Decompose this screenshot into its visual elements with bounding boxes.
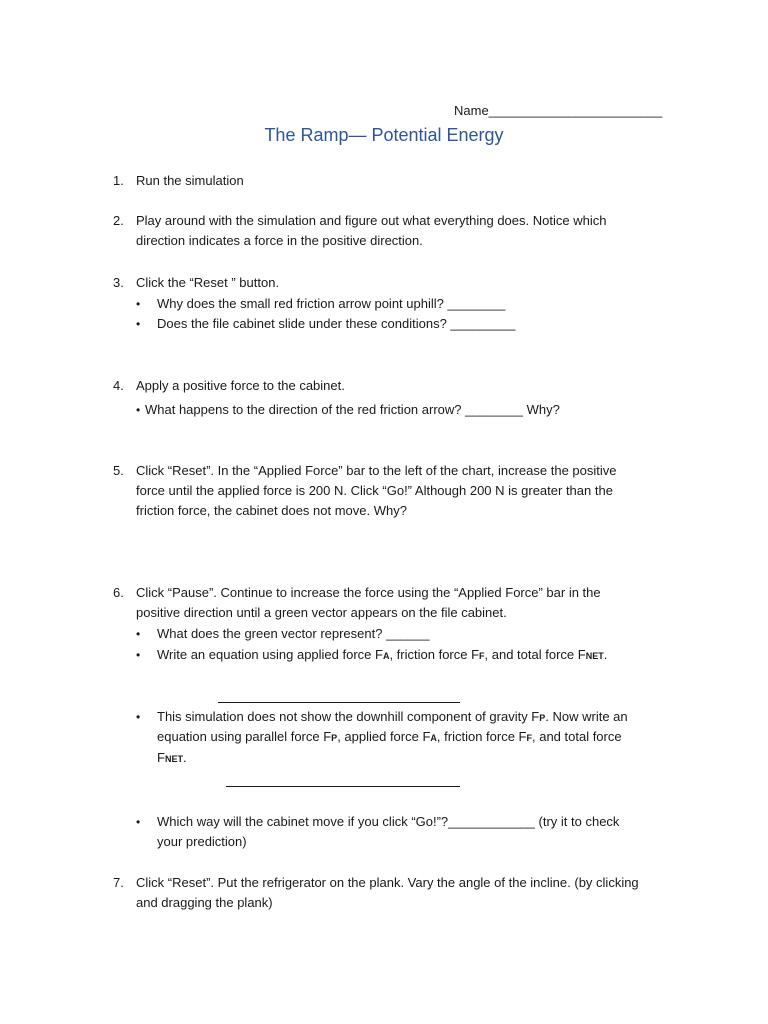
item-text: force until the applied force is 200 N. Click “Go!” Although 200 N is greater than the <box>136 483 613 498</box>
answer-line[interactable] <box>218 702 460 703</box>
item-text: direction indicates a force in the positive direction. <box>136 233 423 248</box>
bullet-marker: • <box>136 815 141 829</box>
bullet-text: your prediction) <box>157 834 247 849</box>
item-text: Click the “Reset ” button. <box>136 275 280 290</box>
item-text: Run the simulation <box>136 173 244 188</box>
item-number: 4. <box>113 378 124 393</box>
bullet-text-equation: FNET. <box>157 750 187 765</box>
bullet-marker: • <box>136 297 141 311</box>
bullet-marker: • <box>136 627 141 641</box>
bullet-text: Why does the small red friction arrow point uphill? ________ <box>157 296 506 311</box>
name-field-label: Name________________________ <box>454 103 663 118</box>
bullet-text: What happens to the direction of the red friction arrow? ________ Why? <box>145 402 560 417</box>
bullet-text: What does the green vector represent? ______ <box>157 626 430 641</box>
bullet-marker: • <box>136 648 141 662</box>
item-text: and dragging the plank) <box>136 895 273 910</box>
item-text: Apply a positive force to the cabinet. <box>136 378 345 393</box>
item-text: positive direction until a green vector appears on the file cabinet. <box>136 605 507 620</box>
bullet-text-equation: This simulation does not show the downhill component of gravity FP. Now write an <box>157 709 628 724</box>
answer-line[interactable] <box>226 786 460 787</box>
bullet-text-equation: Write an equation using applied force FA, friction force FF, and total force FNET. <box>157 647 608 662</box>
item-text: Click “Pause”. Continue to increase the force using the “Applied Force” bar in the <box>136 585 601 600</box>
item-number: 2. <box>113 213 124 228</box>
item-text: Click “Reset”. In the “Applied Force” bar to the left of the chart, increase the positive <box>136 463 617 478</box>
item-text: friction force, the cabinet does not move. Why? <box>136 503 407 518</box>
page-title: The Ramp— Potential Energy <box>264 125 504 145</box>
item-number: 1. <box>113 173 124 188</box>
item-text: Click “Reset”. Put the refrigerator on the plank. Vary the angle of the incline. (by clicking <box>136 875 639 890</box>
bullet-marker: • <box>136 403 141 417</box>
item-number: 3. <box>113 275 124 290</box>
bullet-marker: • <box>136 710 141 724</box>
item-number: 6. <box>113 585 124 600</box>
item-number: 5. <box>113 463 124 478</box>
bullet-text: Which way will the cabinet move if you click “Go!”?____________ (try it to check <box>157 814 620 829</box>
bullet-marker: • <box>136 317 141 331</box>
item-text: Play around with the simulation and figure out what everything does. Notice which <box>136 213 607 228</box>
bullet-text-equation: equation using parallel force FP, applied force FA, friction force FF, and total force <box>157 729 622 744</box>
bullet-text: Does the file cabinet slide under these conditions? _________ <box>157 316 516 331</box>
item-number: 7. <box>113 875 124 890</box>
